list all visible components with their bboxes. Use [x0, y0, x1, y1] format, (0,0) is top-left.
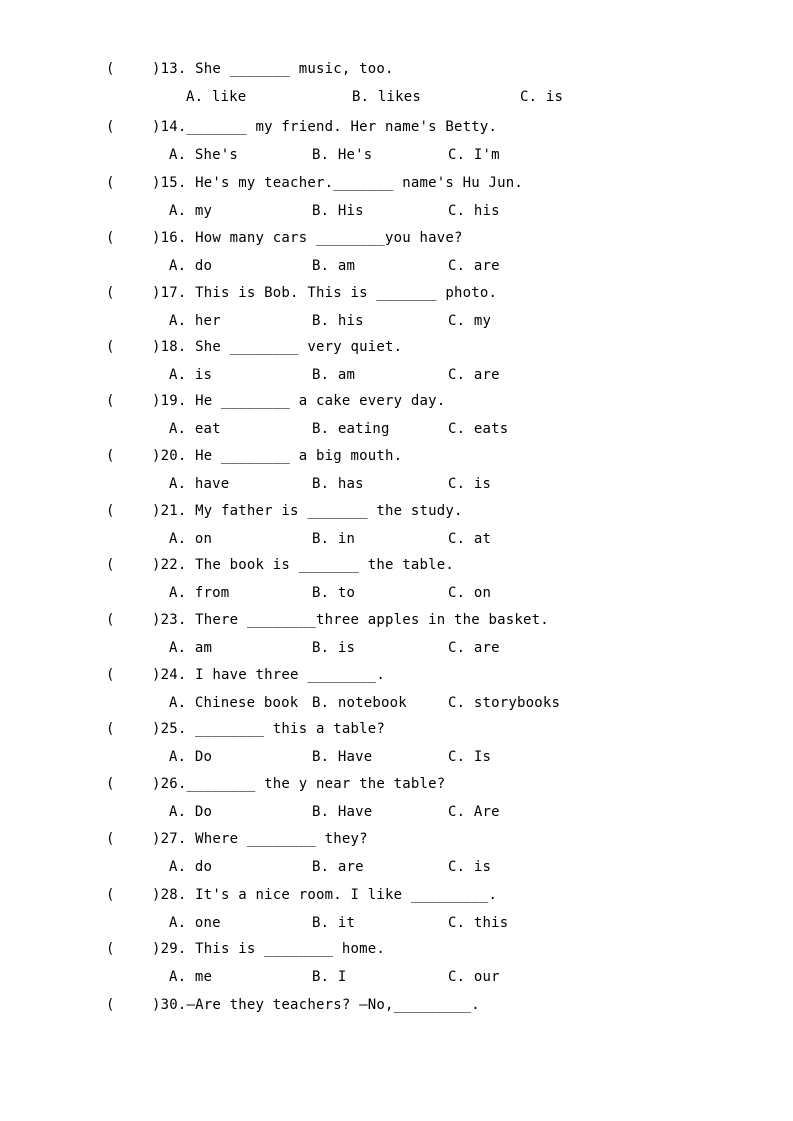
option-c: C. my — [448, 313, 492, 329]
option-b: B. to — [312, 585, 356, 601]
answer-bracket-open: ( — [106, 557, 115, 573]
option-a: A. on — [169, 531, 213, 547]
question-text: )14._______ my friend. Her name's Betty. — [152, 119, 498, 135]
option-a: A. me — [169, 969, 213, 985]
question-text: )21. My father is _______ the study. — [152, 503, 463, 519]
option-b: B. likes — [352, 89, 422, 105]
option-b: B. His — [312, 203, 364, 219]
option-a: A. eat — [169, 421, 221, 437]
answer-bracket-open: ( — [106, 721, 115, 737]
option-b: B. I — [312, 969, 347, 985]
question-text: )27. Where ________ they? — [152, 831, 368, 847]
option-c: C. eats — [448, 421, 509, 437]
option-c: C. is — [448, 476, 492, 492]
option-a: A. do — [169, 859, 213, 875]
option-c: C. Is — [448, 749, 492, 765]
option-b: B. is — [312, 640, 356, 656]
answer-bracket-open: ( — [106, 831, 115, 847]
option-c: C. storybooks — [448, 695, 561, 711]
option-a: A. do — [169, 258, 213, 274]
option-c: C. are — [448, 367, 500, 383]
option-c: C. are — [448, 640, 500, 656]
option-c: C. this — [448, 915, 509, 931]
answer-bracket-open: ( — [106, 887, 115, 903]
question-text: )16. How many cars ________you have? — [152, 230, 463, 246]
question-text: )13. She _______ music, too. — [152, 61, 394, 77]
option-b: B. Have — [312, 749, 373, 765]
answer-bracket-open: ( — [106, 119, 115, 135]
option-c: C. Are — [448, 804, 500, 820]
question-text: )24. I have three ________. — [152, 667, 385, 683]
option-a: A. is — [169, 367, 213, 383]
option-a: A. my — [169, 203, 213, 219]
option-c: C. his — [448, 203, 500, 219]
option-a: A. one — [169, 915, 221, 931]
question-text: )20. He ________ a big mouth. — [152, 448, 403, 464]
answer-bracket-open: ( — [106, 175, 115, 191]
option-b: B. am — [312, 258, 356, 274]
option-b: B. in — [312, 531, 356, 547]
option-b: B. has — [312, 476, 364, 492]
answer-bracket-open: ( — [106, 285, 115, 301]
option-c: C. our — [448, 969, 500, 985]
option-b: B. it — [312, 915, 356, 931]
option-b: B. eating — [312, 421, 390, 437]
option-c: C. are — [448, 258, 500, 274]
option-a: A. like — [186, 89, 247, 105]
option-b: B. He's — [312, 147, 373, 163]
answer-bracket-open: ( — [106, 61, 115, 77]
option-b: B. his — [312, 313, 364, 329]
answer-bracket-open: ( — [106, 230, 115, 246]
option-c: C. on — [448, 585, 492, 601]
answer-bracket-open: ( — [106, 667, 115, 683]
option-a: A. her — [169, 313, 221, 329]
answer-bracket-open: ( — [106, 503, 115, 519]
question-text: )15. He's my teacher._______ name's Hu Jun. — [152, 175, 524, 191]
question-text: )26.________ the y near the table? — [152, 776, 446, 792]
answer-bracket-open: ( — [106, 776, 115, 792]
answer-bracket-open: ( — [106, 448, 115, 464]
option-a: A. from — [169, 585, 230, 601]
option-b: B. notebook — [312, 695, 407, 711]
question-text: )18. She ________ very quiet. — [152, 339, 403, 355]
option-c: C. I'm — [448, 147, 500, 163]
question-text: )29. This is ________ home. — [152, 941, 385, 957]
answer-bracket-open: ( — [106, 941, 115, 957]
question-text: )28. It's a nice room. I like _________. — [152, 887, 498, 903]
option-a: A. have — [169, 476, 230, 492]
question-text: )22. The book is _______ the table. — [152, 557, 455, 573]
option-b: B. are — [312, 859, 364, 875]
question-text: )30.—Are they teachers? —No,_________. — [152, 997, 480, 1013]
option-a: A. She's — [169, 147, 239, 163]
option-c: C. at — [448, 531, 492, 547]
answer-bracket-open: ( — [106, 393, 115, 409]
option-a: A. Do — [169, 804, 213, 820]
option-a: A. Chinese book — [169, 695, 299, 711]
question-text: )17. This is Bob. This is _______ photo. — [152, 285, 498, 301]
option-c: C. is — [448, 859, 492, 875]
answer-bracket-open: ( — [106, 339, 115, 355]
option-a: A. Do — [169, 749, 213, 765]
option-a: A. am — [169, 640, 213, 656]
answer-bracket-open: ( — [106, 997, 115, 1013]
question-text: )19. He ________ a cake every day. — [152, 393, 446, 409]
option-c: C. is — [520, 89, 564, 105]
question-text: )25. ________ this a table? — [152, 721, 385, 737]
option-b: B. am — [312, 367, 356, 383]
option-b: B. Have — [312, 804, 373, 820]
question-text: )23. There ________three apples in the basket. — [152, 612, 549, 628]
answer-bracket-open: ( — [106, 612, 115, 628]
